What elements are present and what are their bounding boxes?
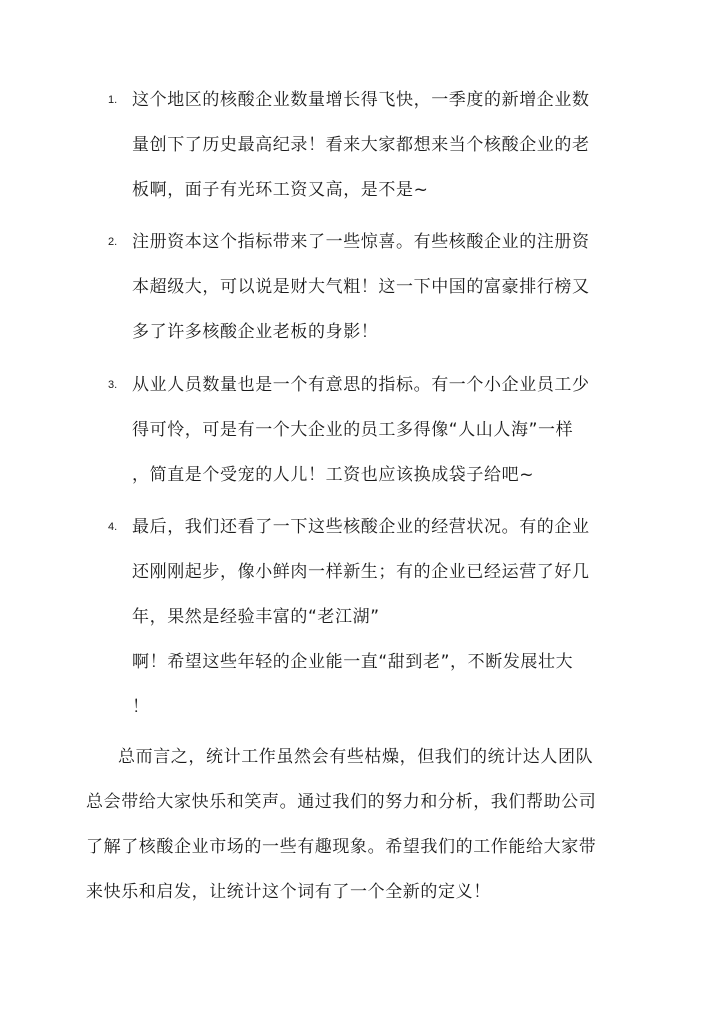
summary-line: 了解了核酸企业市场的一些有趣现象。希望我们的工作能给大家带: [86, 837, 597, 857]
list-item-line: 还刚刚起步，像小鲜肉一样新生；有的企业已经运营了好几: [132, 562, 590, 582]
list-item-line: 得可怜，可是有一个大企业的员工多得像“人山人海”一样: [132, 420, 574, 440]
list-number: 1.: [108, 94, 118, 106]
list-number: 2.: [108, 236, 118, 248]
summary-line: 总而言之，统计工作虽然会有些枯燥，但我们的统计达人团队: [118, 747, 594, 767]
list-item-line: 这个地区的核酸企业数量增长得飞快，一季度的新增企业数: [132, 90, 590, 110]
list-item-line: 啊！希望这些年轻的企业能一直“甜到老”，不断发展壮大: [132, 652, 574, 672]
list-item-line: 从业人员数量也是一个有意思的指标。有一个小企业员工少: [132, 375, 590, 395]
list-item-line: 多了许多核酸企业老板的身影！: [132, 322, 379, 342]
list-item-line: 年，果然是经验丰富的“老江湖”: [132, 607, 380, 627]
list-number: 3.: [108, 379, 118, 391]
list-item-line: 本超级大，可以说是财大气粗！这一下中国的富豪排行榜又: [132, 277, 590, 297]
list-item-line: 注册资本这个指标带来了一些惊喜。有些核酸企业的注册资: [132, 232, 590, 252]
list-item-line: ！: [132, 697, 150, 717]
summary-line: 总会带给大家快乐和笑声。通过我们的努力和分析，我们帮助公司: [86, 792, 597, 812]
list-item-line: ，简直是个受宠的人儿！工资也应该换成袋子给吧~: [132, 465, 535, 485]
summary-line: 来快乐和启发，让统计这个词有了一个全新的定义！: [86, 882, 491, 902]
list-item-line: 板啊，面子有光环工资又高，是不是~: [132, 180, 429, 200]
list-item-line: 最后，我们还看了一下这些核酸企业的经营状况。有的企业: [132, 517, 590, 537]
list-item-line: 量创下了历史最高纪录！看来大家都想来当个核酸企业的老: [132, 135, 590, 155]
list-number: 4.: [108, 521, 118, 533]
